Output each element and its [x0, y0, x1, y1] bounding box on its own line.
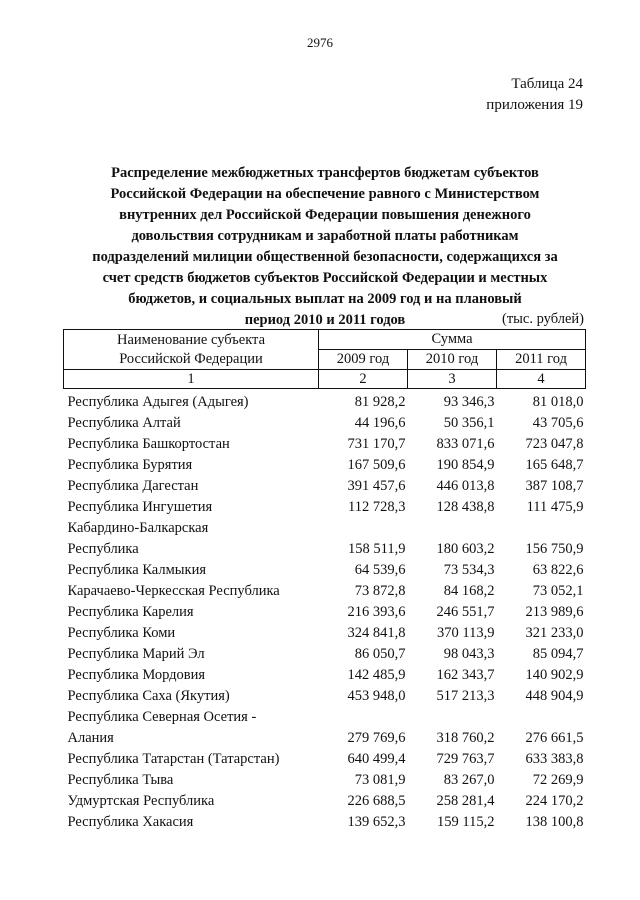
region-name: Республика	[67, 541, 139, 557]
amount-2011-cell: 111 475,9	[526, 499, 584, 515]
region-name: Республика Бурятия	[67, 457, 193, 473]
page-number: 2976	[307, 35, 333, 50]
region-name: Карачаево-Черкесская Республика	[67, 583, 280, 599]
amount-2011-cell: 72 269,9	[532, 772, 584, 788]
region-name: Республика Башкортостан	[67, 436, 230, 452]
amount-2010-cell: 128 438,8	[436, 499, 495, 515]
amount-2010-cell: 93 346,3	[443, 394, 495, 410]
amount-2011-cell: 321 233,0	[525, 625, 584, 641]
region-name: Республика Мордовия	[67, 667, 206, 683]
table-row	[64, 707, 586, 749]
amount-2009-cell: 453 948,0	[347, 688, 406, 704]
amount-2009-cell: 731 170,7	[347, 436, 406, 452]
amount-2009-cell: 640 499,4	[347, 751, 406, 767]
table-row	[64, 812, 586, 833]
region-name: Республика Северная Осетия -	[67, 709, 257, 725]
amount-2010-cell: 370 113,9	[437, 625, 495, 641]
region-name-cell	[64, 665, 319, 686]
region-name-cell	[64, 413, 319, 434]
amount-2011-cell: 165 648,7	[525, 457, 584, 473]
table-row	[64, 455, 586, 476]
table-row	[64, 581, 586, 602]
amount-2010-cell: 162 343,7	[436, 667, 495, 683]
column-header-2009: 2009 год	[319, 350, 408, 370]
region-name-cell	[64, 497, 319, 518]
column-header-sum: Сумма	[319, 330, 586, 350]
title-line: подразделений милиции общественной безопасности, содержащихся за	[92, 249, 558, 265]
region-name-cell	[64, 791, 319, 812]
region-name: Алания	[67, 730, 114, 746]
amount-2011-cell: 156 750,9	[525, 541, 584, 557]
region-name-cell	[64, 749, 319, 770]
column-index: 3	[408, 370, 497, 389]
table-body	[64, 389, 586, 834]
table-row	[64, 791, 586, 812]
amount-2009-cell: 139 652,3	[347, 814, 406, 830]
column-header-name	[64, 330, 319, 370]
transfers-table	[63, 329, 586, 833]
amount-2009-cell: 226 688,5	[347, 793, 406, 809]
header-name-line: Наименование субъекта	[116, 331, 266, 348]
table-row	[64, 602, 586, 623]
region-name-cell	[64, 707, 319, 749]
title-line: внутренних дел Российской Федерации повышения денежного	[119, 207, 531, 223]
region-name: Удмуртская Республика	[67, 793, 215, 809]
amount-2009-cell: 167 509,6	[347, 457, 406, 473]
amount-2009-cell: 324 841,8	[347, 625, 406, 641]
title-line: довольствия сотрудникам и заработной платы работникам	[131, 228, 519, 244]
units-label: (тыс. рублей)	[502, 311, 584, 327]
table-header	[64, 330, 586, 389]
table-row	[64, 497, 586, 518]
amount-2011-cell: 73 052,1	[532, 583, 584, 599]
amount-2010-cell: 729 763,7	[436, 751, 495, 767]
region-name-cell	[64, 389, 319, 414]
amount-2010-cell: 98 043,3	[443, 646, 495, 662]
amount-2009-cell: 73 081,9	[354, 772, 406, 788]
region-name-cell	[64, 476, 319, 497]
amount-2010-cell: 190 854,9	[436, 457, 495, 473]
amount-2011-cell: 387 108,7	[525, 478, 584, 494]
amount-2009-cell: 279 769,6	[347, 730, 406, 746]
region-name: Республика Адыгея (Адыгея)	[67, 394, 249, 410]
amount-2010-cell: 84 168,2	[443, 583, 495, 599]
title-line: Распределение межбюджетных трансфертов бюджетам субъектов	[111, 165, 539, 181]
amount-2011-cell: 138 100,8	[525, 814, 584, 830]
amount-2009-cell: 64 539,6	[354, 562, 406, 578]
region-name-cell	[64, 686, 319, 707]
amount-2010-cell: 258 281,4	[436, 793, 495, 809]
amount-2010-cell: 73 534,3	[443, 562, 495, 578]
amount-2009-cell: 391 457,6	[347, 478, 406, 494]
table-row	[64, 686, 586, 707]
table-row	[64, 389, 586, 414]
region-name: Республика Тыва	[67, 772, 174, 788]
region-name: Республика Алтай	[67, 415, 181, 431]
column-index: 1	[64, 370, 319, 389]
amount-2011-cell: 63 822,6	[532, 562, 584, 578]
region-name: Республика Коми	[67, 625, 176, 641]
table-row	[64, 623, 586, 644]
table-ref-line: Таблица 24	[511, 76, 583, 92]
region-name: Республика Марий Эл	[67, 646, 205, 662]
region-name: Республика Саха (Якутия)	[67, 688, 230, 704]
table-reference	[486, 74, 583, 116]
amount-2009-cell: 73 872,8	[354, 583, 406, 599]
amount-2011-cell: 276 661,5	[525, 730, 584, 746]
region-name: Республика Калмыкия	[67, 562, 206, 578]
title-line: период 2010 и 2011 годов	[244, 312, 406, 328]
region-name-cell	[64, 455, 319, 476]
amount-2010-cell: 246 551,7	[436, 604, 495, 620]
amount-2010-cell: 446 013,8	[436, 478, 495, 494]
amount-2009-cell: 142 485,9	[347, 667, 406, 683]
table-row	[64, 770, 586, 791]
amount-2011-cell: 633 383,8	[525, 751, 584, 767]
region-name-cell	[64, 602, 319, 623]
table-row	[64, 749, 586, 770]
amount-2011-cell: 213 989,6	[525, 604, 584, 620]
column-index: 2	[319, 370, 408, 389]
amount-2010-cell: 318 760,2	[436, 730, 495, 746]
region-name: Республика Дагестан	[67, 478, 199, 494]
amount-2010-cell: 159 115,2	[437, 814, 495, 830]
region-name-cell	[64, 434, 319, 455]
table-row	[64, 665, 586, 686]
table-row	[64, 644, 586, 665]
region-name: Республика Татарстан (Татарстан)	[67, 751, 280, 767]
amount-2010-cell: 83 267,0	[443, 772, 495, 788]
amount-2011-cell: 81 018,0	[532, 394, 584, 410]
document-title	[60, 163, 590, 331]
column-index: 4	[497, 370, 586, 389]
amount-2009-cell: 112 728,3	[348, 499, 406, 515]
amount-2009-cell: 158 511,9	[348, 541, 406, 557]
amount-2010-cell: 50 356,1	[443, 415, 495, 431]
amount-2010-cell: 833 071,6	[436, 436, 495, 452]
table-row	[64, 560, 586, 581]
amount-2011-cell: 723 047,8	[525, 436, 584, 452]
region-name: Республика Карелия	[67, 604, 194, 620]
amount-2010-cell: 517 213,3	[436, 688, 495, 704]
amount-2009-cell: 81 928,2	[354, 394, 406, 410]
region-name-cell	[64, 623, 319, 644]
amount-2009-cell: 86 050,7	[354, 646, 406, 662]
region-name: Республика Ингушетия	[67, 499, 213, 515]
amount-2011-cell: 85 094,7	[532, 646, 584, 662]
title-line: счет средств бюджетов субъектов Российской Федерации и местных	[102, 270, 548, 286]
region-name: Республика Хакасия	[67, 814, 194, 830]
region-name-cell	[64, 560, 319, 581]
table-row	[64, 518, 586, 560]
amount-2010-cell: 180 603,2	[436, 541, 495, 557]
column-header-2010: 2010 год	[408, 350, 497, 370]
region-name-cell	[64, 581, 319, 602]
amount-2009-cell: 44 196,6	[354, 415, 406, 431]
amount-2009-cell: 216 393,6	[347, 604, 406, 620]
region-name-cell	[64, 770, 319, 791]
amount-2011-cell: 448 904,9	[525, 688, 584, 704]
title-line: Российской Федерации на обеспечение равного с Министерством	[110, 186, 540, 202]
table-row	[64, 434, 586, 455]
region-name-cell	[64, 518, 319, 560]
title-line: бюджетов, и социальных выплат на 2009 год и на плановый	[128, 291, 522, 307]
table-row	[64, 476, 586, 497]
table-row	[64, 413, 586, 434]
region-name-cell	[64, 812, 319, 833]
column-header-2011: 2011 год	[497, 350, 586, 370]
region-name: Кабардино-Балкарская	[67, 520, 209, 536]
amount-2011-cell: 224 170,2	[525, 793, 584, 809]
amount-2011-cell: 43 705,6	[532, 415, 584, 431]
appendix-ref-line: приложения 19	[486, 97, 583, 113]
header-name-line: Российской Федерации	[119, 350, 263, 367]
region-name-cell	[64, 644, 319, 665]
amount-2011-cell: 140 902,9	[525, 667, 584, 683]
